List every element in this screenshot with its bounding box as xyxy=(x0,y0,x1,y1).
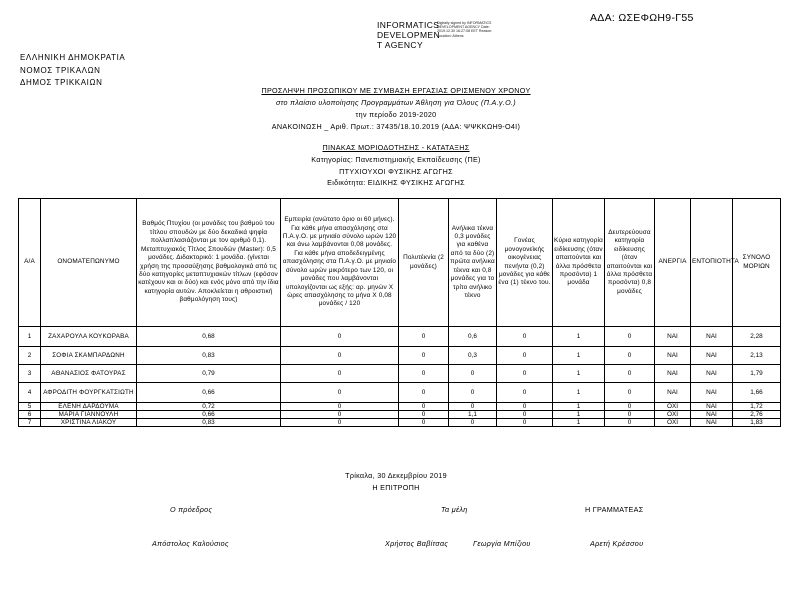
ada-code: ΑΔΑ: ΩΣΕΦΩΗ9-Γ55 xyxy=(590,12,694,24)
cell-unemployment: ΝΑΙ xyxy=(655,365,691,383)
cell-large-family: 0 xyxy=(399,365,449,383)
cell-secondary-specialization: 0 xyxy=(605,411,655,419)
cell-total: 2,76 xyxy=(733,411,781,419)
authority-line: ΕΛΛΗΝΙΚΗ ΔΗΜΟΚΡΑΤΙΑ xyxy=(20,53,126,62)
digital-signature-label xyxy=(377,20,440,50)
col-header-minor-children: Ανήλικα τέκνα 0,3 μονάδες για καθένα από τα δύο (2) πρώτα ανήλικα τέκνα και 0,8 μονάδες για το τρίτο ανήλικο τέκνο xyxy=(449,199,497,327)
cell-aa: 3 xyxy=(19,365,41,383)
cell-secondary-specialization: 0 xyxy=(605,365,655,383)
cell-main-specialization: 1 xyxy=(553,347,605,365)
cell-experience: 0 xyxy=(281,365,399,383)
cell-main-specialization: 1 xyxy=(553,403,605,411)
cell-locality: ΝΑΙ xyxy=(691,403,733,411)
table-header-row xyxy=(19,199,781,327)
cell-degree: 0,72 xyxy=(137,403,281,411)
col-header-large-family: Πολυτέκνία (2 μονάδες) xyxy=(399,199,449,327)
graduates-line: ΠΤΥΧΙΟΥΧΟΙ ΦΥΣΙΚΗΣ ΑΓΩΓΗΣ xyxy=(339,167,453,176)
cell-secondary-specialization: 0 xyxy=(605,403,655,411)
col-header-name: ΟΝΟΜΑΤΕΠΩΝΥΜΟ xyxy=(41,199,137,327)
col-header-aa: Α/Α xyxy=(19,199,41,327)
table-row xyxy=(19,365,781,383)
cell-minor-children: 0,3 xyxy=(449,347,497,365)
cell-minor-children: 0 xyxy=(449,403,497,411)
table-row xyxy=(19,383,781,403)
cell-aa: 4 xyxy=(19,383,41,403)
digital-signature-details: Digitally signed by INFORMATICS DEVELOPMENT AGENCY Date: 2019.12.30 16:27:08 EET Reason: Location: Athens xyxy=(437,21,493,38)
cell-locality: ΝΑΙ xyxy=(691,327,733,347)
cell-aa: 7 xyxy=(19,419,41,427)
cell-large-family: 0 xyxy=(399,347,449,365)
cell-large-family: 0 xyxy=(399,403,449,411)
cell-single-parent: 0 xyxy=(497,403,553,411)
cell-name: ΣΟΦΙΑ ΣΚΑΜΠΑΡΔΩΝΗ xyxy=(41,347,137,365)
cell-experience: 0 xyxy=(281,347,399,365)
cell-experience: 0 xyxy=(281,327,399,347)
col-header-unemployment: ΑΝΕΡΓΙΑ xyxy=(655,199,691,327)
list-title: ΠΙΝΑΚΑΣ ΜΟΡΙΟΔΟΤΗΣΗΣ - ΚΑΤΑΤΑΞΗΣ xyxy=(322,143,470,152)
cell-minor-children: 0,6 xyxy=(449,327,497,347)
cell-unemployment: ΟΧΙ xyxy=(655,411,691,419)
cell-large-family: 0 xyxy=(399,383,449,403)
period-line: την περίοδο 2019-2020 xyxy=(355,110,437,119)
cell-unemployment: ΝΑΙ xyxy=(655,383,691,403)
chair-label: Ο πρόεδρος xyxy=(170,505,213,514)
table-row xyxy=(19,403,781,411)
member-name: Γεωργία Μπίζιου xyxy=(473,539,531,548)
cell-name: ΧΡΙΣΤΙΝΑ ΛΙΑΚΟΥ xyxy=(41,419,137,427)
announcement-line: ΑΝΑΚΟΙΝΩΣΗ _ Αριθ. Πρωτ.: 37435/18.10.2019 (ΑΔΑ: ΨΨΚΚΩΗ9-Ο4Ι) xyxy=(271,122,521,131)
col-header-experience: Εμπειρία (ανώτατο όριο οι 60 μήνες). Για κάθε μήνα απασχόλησης στα Π.Α.γ.Ο. με μηνιαίο σύνολο ωρών 120 και άνω λαμβάνονται 0,08 μονάδες. Για κάθε μήνα αποδεδειγμένης απασχόλησης στα Π.Α.γ.Ο. με μηνιαίο σύνολο ωρών μικρότερο των 120, οι μονάδες που λαμβάνονται υπολογίζονται ως εξής: αρ. μηνών Χ ώρες απασχόλησης το μήνα Χ 0,08 μονάδες / 120 xyxy=(281,199,399,327)
cell-locality: ΝΑΙ xyxy=(691,383,733,403)
cell-main-specialization: 1 xyxy=(553,411,605,419)
category-line: Κατηγορίας: Πανεπιστημιακής Εκπαίδευσης (ΠΕ) xyxy=(311,155,481,164)
cell-locality: ΝΑΙ xyxy=(691,419,733,427)
cell-minor-children: 0 xyxy=(449,383,497,403)
secretary-name: Αρετή Κρέσσου xyxy=(590,539,644,548)
document-title: ΠΡΟΣΛΗΨΗ ΠΡΟΣΩΠΙΚΟΥ ΜΕ ΣΥΜΒΑΣΗ ΕΡΓΑΣΙΑΣ ΟΡΙΣΜΕΝΟΥ ΧΡΟΝΟΥ xyxy=(261,86,531,95)
cell-locality: ΝΑΙ xyxy=(691,347,733,365)
cell-single-parent: 0 xyxy=(497,419,553,427)
cell-secondary-specialization: 0 xyxy=(605,327,655,347)
program-line: στο πλαίσιο υλοποίησης Προγραμμάτων Άθληση για Όλους (Π.Α.γ.Ο.) xyxy=(276,98,516,107)
cell-degree: 0,83 xyxy=(137,419,281,427)
col-header-total: ΣΥΝΟΛΟ ΜΟΡΙΩΝ xyxy=(733,199,781,327)
cell-minor-children: 0 xyxy=(449,419,497,427)
col-header-locality: ΕΝΤΟΠΙΟΤΗΤΑ xyxy=(691,199,733,327)
cell-locality: ΝΑΙ xyxy=(691,365,733,383)
cell-experience: 0 xyxy=(281,419,399,427)
cell-single-parent: 0 xyxy=(497,347,553,365)
cell-single-parent: 0 xyxy=(497,365,553,383)
cell-large-family: 0 xyxy=(399,327,449,347)
chair-name: Απόστολος Καλούσιος xyxy=(152,539,229,548)
cell-degree: 0,66 xyxy=(137,383,281,403)
date-line: Τρίκαλα, 30 Δεκεμβρίου 2019 xyxy=(345,471,447,480)
cell-large-family: 0 xyxy=(399,411,449,419)
cell-degree: 0,83 xyxy=(137,347,281,365)
cell-single-parent: 0 xyxy=(497,327,553,347)
table-row xyxy=(19,347,781,365)
table-row xyxy=(19,419,781,427)
authority-line: ΝΟΜΟΣ ΤΡΙΚΑΛΩΝ xyxy=(20,65,101,75)
cell-degree: 0,68 xyxy=(137,327,281,347)
cell-main-specialization: 1 xyxy=(553,327,605,347)
col-header-single-parent: Γονέας μονογονεϊκής οικογένειας πενήντα (0,2) μονάδες για κάθε ένα (1) τέκνο του. xyxy=(497,199,553,327)
signature-line: DEVELOPMEN xyxy=(377,30,441,40)
cell-total: 1,83 xyxy=(733,419,781,427)
cell-single-parent: 0 xyxy=(497,383,553,403)
cell-aa: 1 xyxy=(19,327,41,347)
table-row xyxy=(19,411,781,419)
specialty-line: Ειδικότητα: ΕΙΔΙΚΗΣ ΦΥΣΙΚΗΣ ΑΓΩΓΗΣ xyxy=(327,178,465,187)
cell-aa: 2 xyxy=(19,347,41,365)
cell-total: 1,79 xyxy=(733,365,781,383)
cell-single-parent: 0 xyxy=(497,411,553,419)
col-header-secondary-specialization: Δευτερεύουσα κατηγορία ειδίκευσης (όταν απαιτούνται και άλλα πρόσθετα προσόντα) 0,8 μονάδες xyxy=(605,199,655,327)
member-name: Χρήστος Βαβίτσας xyxy=(385,539,449,548)
cell-secondary-specialization: 0 xyxy=(605,419,655,427)
cell-main-specialization: 1 xyxy=(553,365,605,383)
cell-name: ΖΑΧΑΡΟΥΛΑ ΚΟΥΚΟΡΑΒΑ xyxy=(41,327,137,347)
cell-locality: ΝΑΙ xyxy=(691,411,733,419)
cell-total: 2,28 xyxy=(733,327,781,347)
cell-main-specialization: 1 xyxy=(553,419,605,427)
members-label: Τα μέλη xyxy=(441,505,468,514)
cell-name: ΑΘΑΝΑΣΙΟΣ ΦΑΤΟΥΡΑΣ xyxy=(41,365,137,383)
cell-unemployment: ΟΧΙ xyxy=(655,419,691,427)
cell-aa: 6 xyxy=(19,411,41,419)
cell-name: ΕΛΕΝΗ ΔΑΡΔΟΥΜΑ xyxy=(41,403,137,411)
signature-line: INFORMATICS xyxy=(377,20,440,30)
cell-experience: 0 xyxy=(281,403,399,411)
cell-experience: 0 xyxy=(281,383,399,403)
cell-total: 1,66 xyxy=(733,383,781,403)
cell-name: ΜΑΡΙΑ ΓΙΑΝΝΟΥΛΗ xyxy=(41,411,137,419)
secretary-label: Η ΓΡΑΜΜΑΤΕΑΣ xyxy=(585,505,644,514)
cell-total: 1,72 xyxy=(733,403,781,411)
cell-experience: 0 xyxy=(281,411,399,419)
cell-unemployment: ΟΧΙ xyxy=(655,403,691,411)
cell-unemployment: ΝΑΙ xyxy=(655,327,691,347)
cell-secondary-specialization: 0 xyxy=(605,383,655,403)
cell-degree: 0,79 xyxy=(137,365,281,383)
cell-minor-children: 0 xyxy=(449,365,497,383)
cell-main-specialization: 1 xyxy=(553,383,605,403)
cell-degree: 0,66 xyxy=(137,411,281,419)
issuing-authority xyxy=(20,52,125,90)
scoring-table xyxy=(18,198,781,427)
cell-large-family: 0 xyxy=(399,419,449,427)
cell-minor-children: 1,1 xyxy=(449,411,497,419)
cell-name: ΑΦΡΟΔΙΤΗ ΦΟΥΡΓΚΑΤΣΙΩΤΗ xyxy=(41,383,137,403)
col-header-degree: Βαθμός Πτυχίου (οι μονάδες του βαθμού του τίτλου σπουδών με δύο δεκαδικά ψηφία πολλαπλασιάζονται με τον αριθμό 0,1). Μεταπτυχιακός Τίτλος Σπουδών (Master): 0,5 μονάδες. Διδακτορικό: 1 μονάδα. (γίνεται χρήση της προσαύξησης βαθμολογικά από τις δύο κατηγορίες μεταπτυχιακών τίτλων (εφόσον κατέχουν και οι δύο) και ενός μόνο από την ίδια κατηγορία αυτών. Αποκλείεται η αθροιστική βαθμολόγηση τους) xyxy=(137,199,281,327)
authority-line: ΔΗΜΟΣ ΤΡΙΚΚΑΙΩΝ xyxy=(20,78,103,87)
signature-line: T AGENCY xyxy=(377,40,424,50)
col-header-main-specialization: Κύρια κατηγορία ειδίκευσης (όταν απαιτούνται και άλλα πρόσθετα προσόντα) 1 μονάδα xyxy=(553,199,605,327)
cell-aa: 5 xyxy=(19,403,41,411)
table-row xyxy=(19,327,781,347)
cell-secondary-specialization: 0 xyxy=(605,347,655,365)
committee-label: Η ΕΠΙΤΡΟΠΗ xyxy=(372,483,420,492)
cell-total: 2,13 xyxy=(733,347,781,365)
cell-unemployment: ΝΑΙ xyxy=(655,347,691,365)
